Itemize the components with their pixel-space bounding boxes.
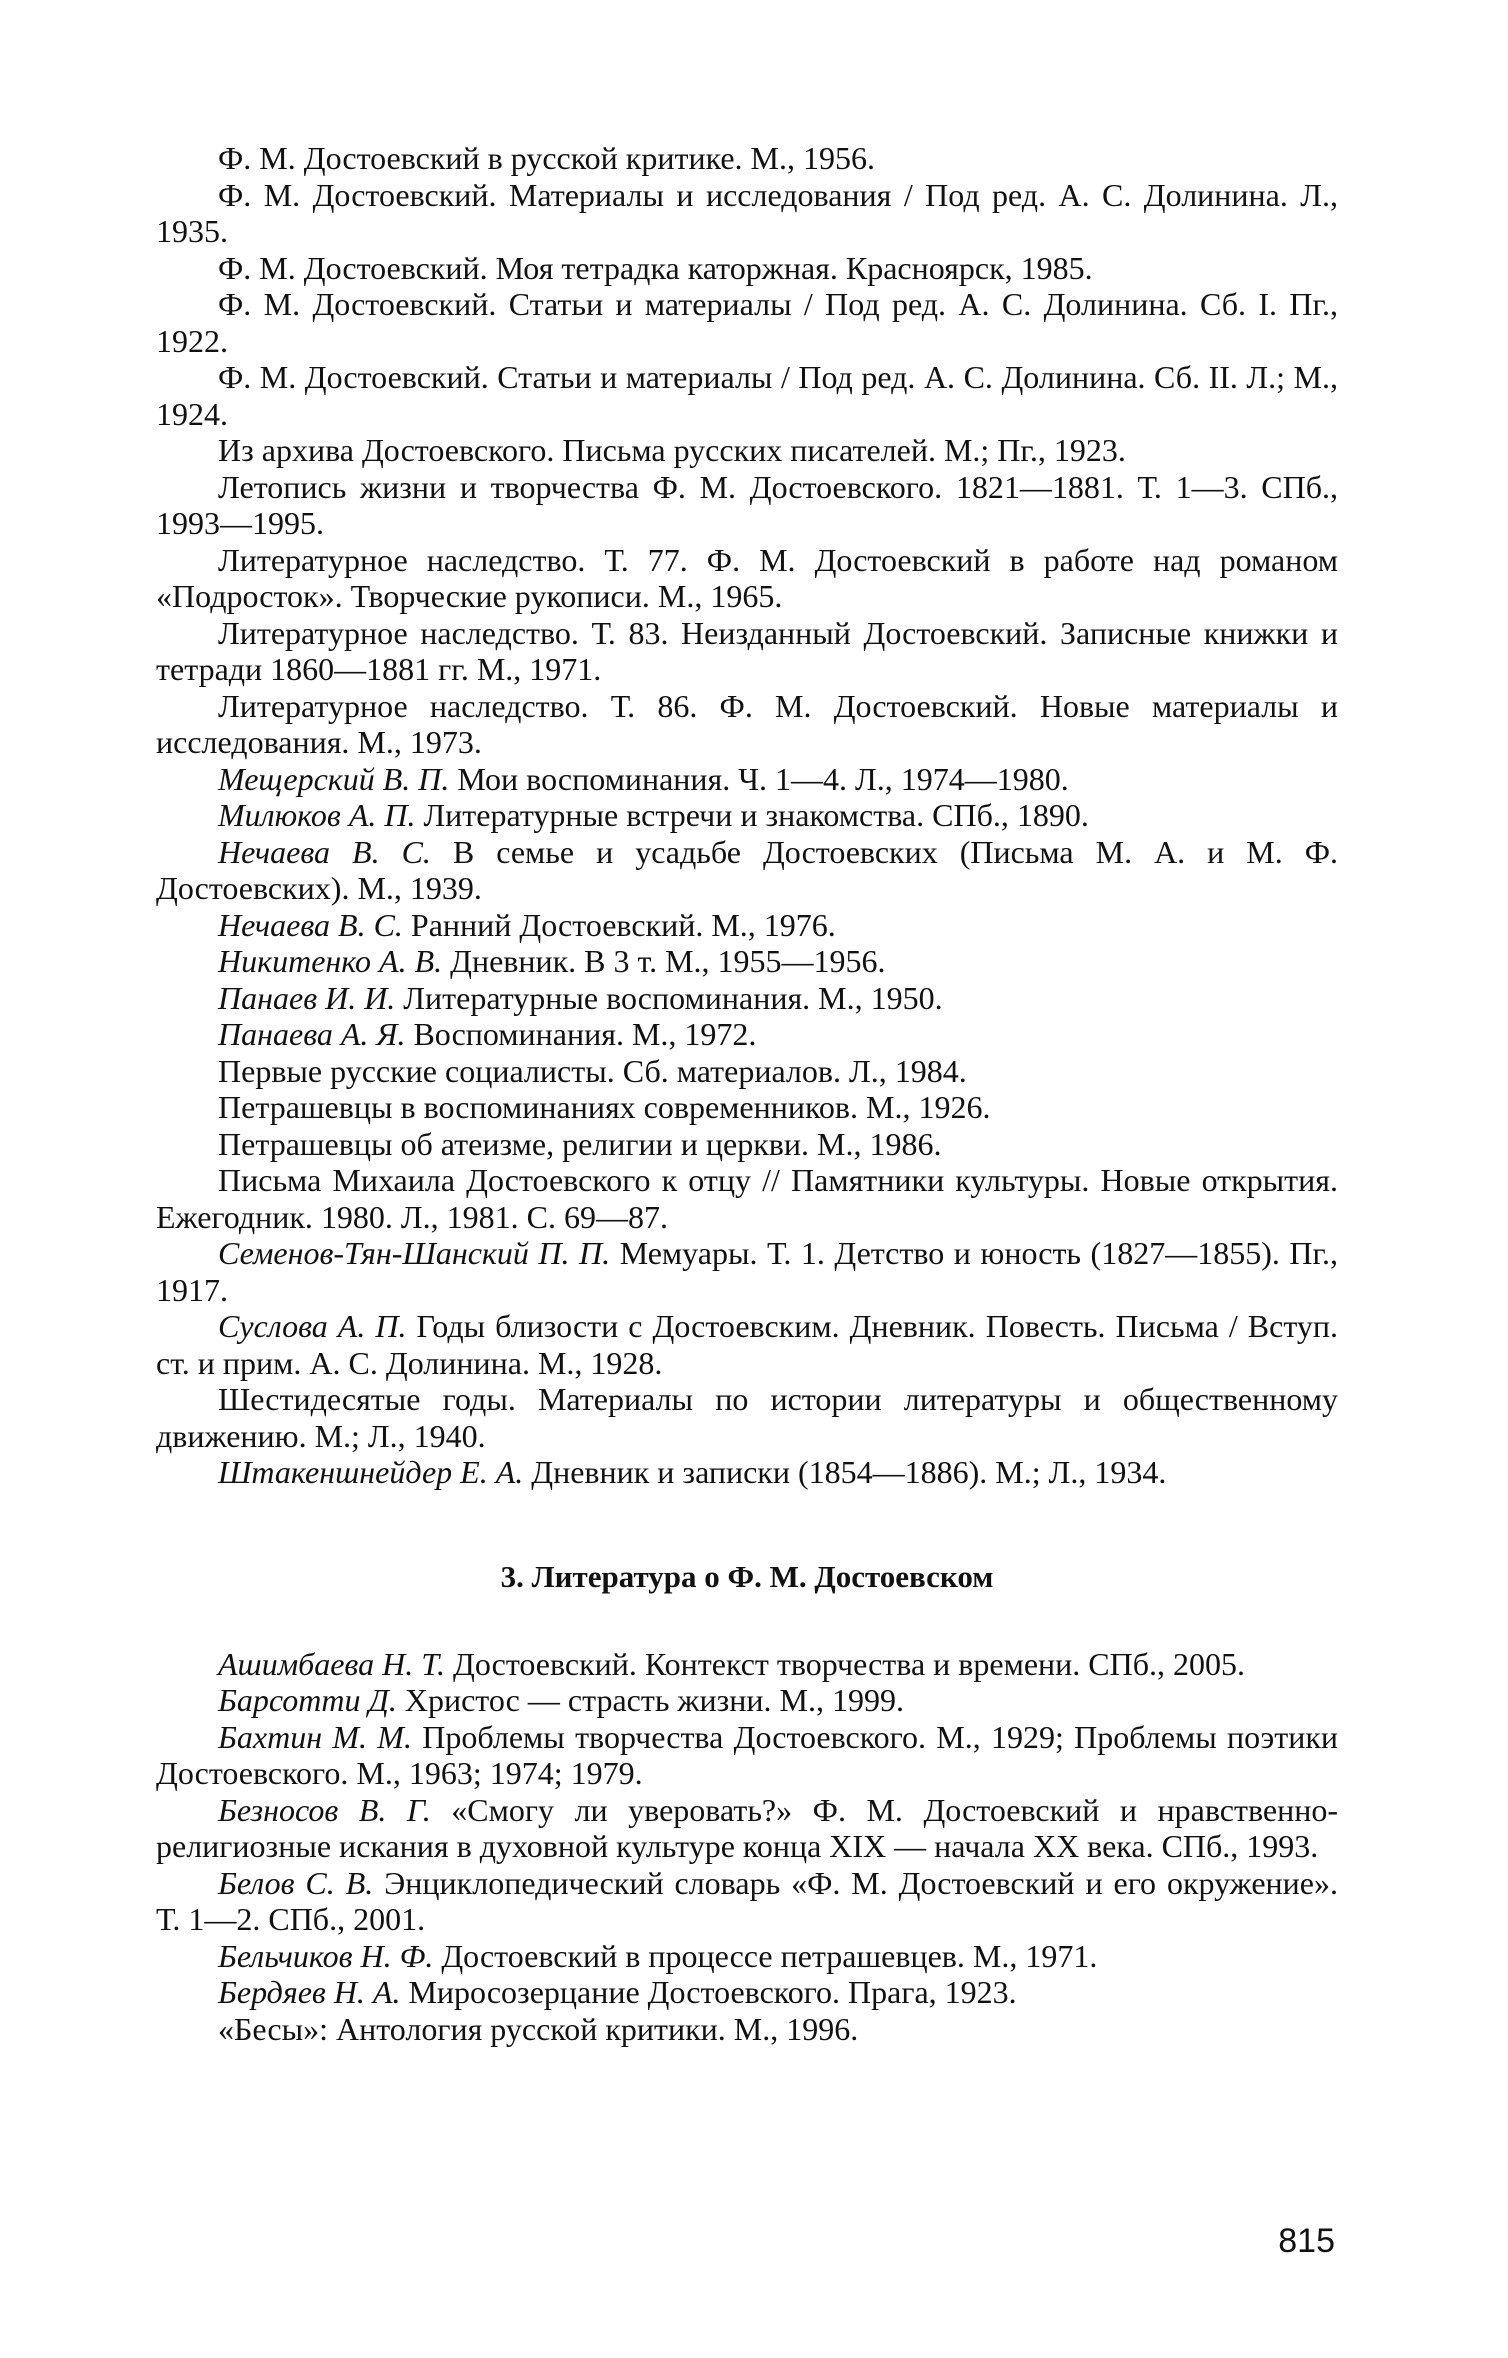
bibliography-entry: [156, 1162, 1338, 1235]
entry-text: Воспоминания. М., 1972.: [413, 1016, 757, 1052]
entry-text: Литературное наследство. Т. 86. Ф. М. Достоевский. Новые материалы и исследования. М., 1973.: [156, 687, 1338, 760]
entry-text: В семье и усадьбе Достоевских (Письма М. А. и М. Ф. Достоевских). М., 1939.: [156, 833, 1339, 906]
entry-text: Первые русские социалисты. Сб. материалов. Л., 1984.: [218, 1052, 967, 1089]
entry-author: Никитенко А. В.: [218, 943, 443, 979]
bibliography-entry: [156, 980, 1338, 1017]
bibliography-entry: [156, 286, 1338, 359]
entry-text: «Бесы»: Антология русской критики. М., 1996.: [218, 2010, 859, 2047]
entry-text: Ф. М. Достоевский. Моя тетрадка каторжная. Красноярск, 1985.: [218, 249, 1093, 286]
bibliography-entry: [156, 761, 1338, 798]
bibliography-entry: [156, 432, 1338, 469]
bibliography-entry: [156, 250, 1338, 287]
entry-author: Безносов В. Г.: [218, 1791, 431, 1828]
entry-author: Панаев И. И.: [218, 979, 396, 1016]
entry-text: Достоевский в процессе петрашевцев. М., 1971.: [441, 1937, 1098, 1974]
entry-author: Семенов-Тян-Шанский П. П.: [218, 1235, 611, 1271]
entry-text: Письма Михаила Достоевского к отцу // Памятники культуры. Новые открытия. Ежегодник. 1980. Л., 1981. С. 69—87.: [156, 1162, 1338, 1235]
bibliography-list-bottom: [156, 1646, 1338, 2048]
bibliography-entry: [156, 1938, 1338, 1975]
bibliography-entry: [156, 834, 1338, 907]
bibliography-entry: [156, 1126, 1338, 1163]
entry-text: Энциклопедический словарь «Ф. М. Достоевский и его окружение». Т. 1—2. СПб., 2001.: [156, 1864, 1339, 1937]
entry-author: Нечаева В. С.: [218, 906, 403, 943]
entry-author: Суслова А. П.: [218, 1308, 407, 1344]
entry-author: Мещерский В. П.: [218, 760, 450, 797]
bibliography-entry: [156, 1646, 1338, 1683]
entry-author: Панаева А. Я.: [218, 1016, 406, 1052]
entry-text: Ф. М. Достоевский. Статьи и материалы / Под ред. А. С. Долинина. Сб. II. Л.; М., 1924.: [156, 359, 1338, 432]
entry-text: Дневник и записки (1854—1886). М.; Л., 1934.: [531, 1454, 1167, 1490]
bibliography-list-top: [156, 140, 1338, 1491]
bibliography-entry: [156, 1454, 1338, 1491]
entry-text: Мои воспоминания. Ч. 1—4. Л., 1974—1980.: [457, 760, 1069, 797]
entry-author: Барсотти Д.: [218, 1682, 397, 1718]
bibliography-entry: [156, 1016, 1338, 1053]
entry-author: Нечаева В. С.: [218, 833, 431, 870]
bibliography-entry: [156, 943, 1338, 980]
bibliography-entry: [156, 615, 1338, 688]
entry-text: Петрашевцы об атеизме, религии и церкви. М., 1986.: [218, 1125, 942, 1162]
bibliography-entry: [156, 1719, 1338, 1792]
entry-text: Проблемы творчества Достоевского. М., 1929; Проблемы поэтики Достоевского. М., 1963; 1974; 1979.: [156, 1718, 1339, 1791]
bibliography-entry: [156, 1089, 1338, 1126]
bibliography-entry: [156, 177, 1338, 250]
entry-text: Ф. М. Достоевский в русской критике. М., 1956.: [218, 140, 875, 176]
entry-text: Литературное наследство. Т. 83. Неизданный Достоевский. Записные книжки и тетради 1860—1881 гг. М., 1971.: [156, 614, 1338, 687]
entry-author: Бельчиков Н. Ф.: [218, 1937, 434, 1974]
section-heading: 3. Литература о Ф. М. Достоевском: [500, 1558, 994, 1594]
entry-text: Ранний Достоевский. М., 1976.: [410, 906, 836, 943]
bibliography-entry: [156, 1865, 1338, 1938]
bibliography-entry: [156, 542, 1338, 615]
bibliography-entry: [156, 359, 1338, 432]
entry-text: Литературные воспоминания. М., 1950.: [403, 979, 943, 1016]
entry-author: Бердяев Н. А.: [218, 1974, 401, 2010]
entry-text: Литературные встречи и знакомства. СПб., 1890.: [423, 797, 1089, 833]
page-number: 815: [1278, 2222, 1335, 2260]
entry-author: Штакеншнейдер Е. А.: [218, 1454, 524, 1490]
bibliography-entry: [156, 2011, 1338, 2048]
entry-text: Дневник. В 3 т. М., 1955—1956.: [450, 943, 886, 979]
entry-text: Литературное наследство. Т. 77. Ф. М. Достоевский в работе над романом «Подросток». Творческие рукописи. М., 1965.: [156, 541, 1338, 614]
bibliography-entry: [156, 688, 1338, 761]
entry-text: Годы близости с Достоевским. Дневник. Повесть. Письма / Вступ. ст. и прим. А. С. Долинина. М., 1928.: [156, 1308, 1339, 1381]
entry-author: Бахтин М. М.: [218, 1718, 412, 1755]
entry-text: «Смогу ли уверовать?» Ф. М. Достоевский и нравственно-религиозные искания в духовной культуре конца XIX — начала XX века. СПб., 1993.: [156, 1791, 1339, 1864]
bibliography-entry: [156, 1308, 1338, 1381]
entry-text: Мемуары. Т. 1. Детство и юность (1827—1855). Пг., 1917.: [156, 1235, 1339, 1308]
bibliography-entry: [156, 797, 1338, 834]
entry-text: Ф. М. Достоевский. Статьи и материалы / Под ред. А. С. Долинина. Сб. I. Пг., 1922.: [156, 286, 1338, 359]
entry-text: Ф. М. Достоевский. Материалы и исследования / Под ред. А. С. Долинина. Л., 1935.: [156, 176, 1338, 249]
entry-text: Шестидесятые годы. Материалы по истории литературы и общественному движению. М.; Л., 1940.: [156, 1381, 1338, 1454]
bibliography-entry: [156, 1053, 1338, 1090]
entry-text: Летопись жизни и творчества Ф. М. Достоевского. 1821—1881. Т. 1—3. СПб., 1993—1995.: [156, 468, 1338, 541]
entry-text: Петрашевцы в воспоминаниях современников. М., 1926.: [218, 1089, 991, 1125]
entry-author: Ашимбаева Н. Т.: [218, 1645, 445, 1682]
entry-author: Белов С. В.: [218, 1864, 374, 1901]
bibliography-entry: [156, 1682, 1338, 1719]
bibliography-entry: [156, 907, 1338, 944]
entry-text: Достоевский. Контекст творчества и времени. СПб., 2005.: [452, 1645, 1246, 1682]
entry-text: Христос — страсть жизни. М., 1999.: [404, 1682, 904, 1718]
bibliography-entry: [156, 1792, 1338, 1865]
bibliography-entry: [156, 1235, 1338, 1308]
entry-text: Из архива Достоевского. Письма русских писателей. М.; Пг., 1923.: [218, 432, 1126, 468]
bibliography-entry: [156, 469, 1338, 542]
bibliography-entry: [156, 1381, 1338, 1454]
bibliography-entry: [156, 140, 1338, 177]
entry-author: Милюков А. П.: [218, 797, 416, 833]
bibliography-entry: [156, 1974, 1338, 2011]
entry-text: Миросозерцание Достоевского. Прага, 1923.: [408, 1974, 1017, 2010]
